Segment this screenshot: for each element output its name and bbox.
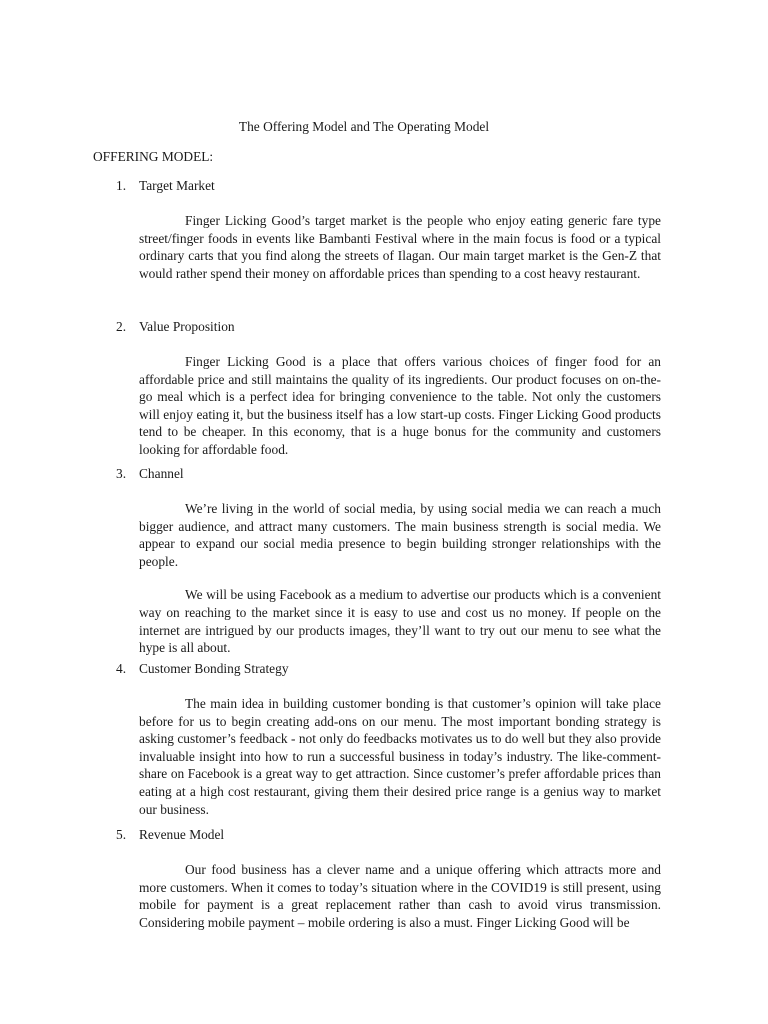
list-item-value-proposition — [116, 318, 661, 459]
paragraph: Finger Licking Good is a place that offers various choices of finger food for an affordable price and still maintains the quality of its ingredients. Our product focuses on on-the-go meal which is a perfect idea for bringing convenience to the table. Not only the customers will enjoy eating it, but the business itself has a low start-up costs. Finger Licking Good products tend to be cheaper. In this economy, that is a huge bonus for the community and customers looking for affordable food. — [139, 354, 661, 457]
list-item-customer-bonding-strategy — [116, 660, 661, 818]
item-heading: Revenue Model — [139, 827, 225, 842]
item-number: 5. — [116, 827, 127, 842]
document-title: The Offering Model and The Operating Model — [238, 119, 490, 134]
item-heading: Customer Bonding Strategy — [139, 661, 289, 676]
paragraph: Finger Licking Good’s target market is the people who enjoy eating generic fare type street/finger foods in events like Bambanti Festival where in the main focus is food or a typical ordinary carts that you find along the streets of Ilagan. Our main target market is the Gen-Z that would rather spend their money on affordable prices than spending to a cost heavy restaurant. — [139, 213, 661, 281]
section-heading: OFFERING MODEL: — [93, 149, 214, 164]
item-number: 4. — [116, 661, 127, 676]
item-number: 2. — [116, 319, 127, 334]
paragraph: We will be using Facebook as a medium to advertise our products which is a convenient way on reaching to the market since it is easy to use and cost us no money. If people on the internet are intrigued by our products images, they’ll want to try out our menu to see what the hype is all about. — [139, 587, 661, 656]
list-item-revenue-model — [116, 826, 661, 931]
item-heading: Channel — [139, 466, 184, 481]
paragraph: We’re living in the world of social media, by using social media we can reach a much bigger audience, and attract many customers. The main business strength is social media. We appear to expand our social media presence to begin building stronger relationships with the people. — [139, 501, 661, 569]
paragraph: The main idea in building customer bonding is that customer’s opinion will take place before for us to begin creating add-ons on our menu. The most important bonding strategy is asking customer’s feedback - not only do feedbacks motivates us to do well but they also provide invaluable insight into how to run a successful business in today’s industry. The like-comment-share on Facebook is a great way to get attraction. Since customer’s prefer affordable prices than eating at a high cost restaurant, giving them their desired price range is a genius way to market our business. — [139, 696, 661, 817]
item-number: 1. — [116, 178, 127, 193]
item-number: 3. — [116, 466, 127, 481]
item-heading: Target Market — [139, 178, 215, 193]
paragraph: Our food business has a clever name and a unique offering which attracts more and more customers. When it comes to today’s situation where in the COVID19 is still present, using mobile for payment is a great replacement rather than cash to avoid virus transmission. Considering mobile payment – mobile ordering is also a must. Finger Licking Good will be — [139, 862, 661, 930]
item-heading: Value Proposition — [139, 319, 235, 334]
list-item-target-market — [116, 177, 661, 282]
list-item-channel — [116, 465, 661, 657]
